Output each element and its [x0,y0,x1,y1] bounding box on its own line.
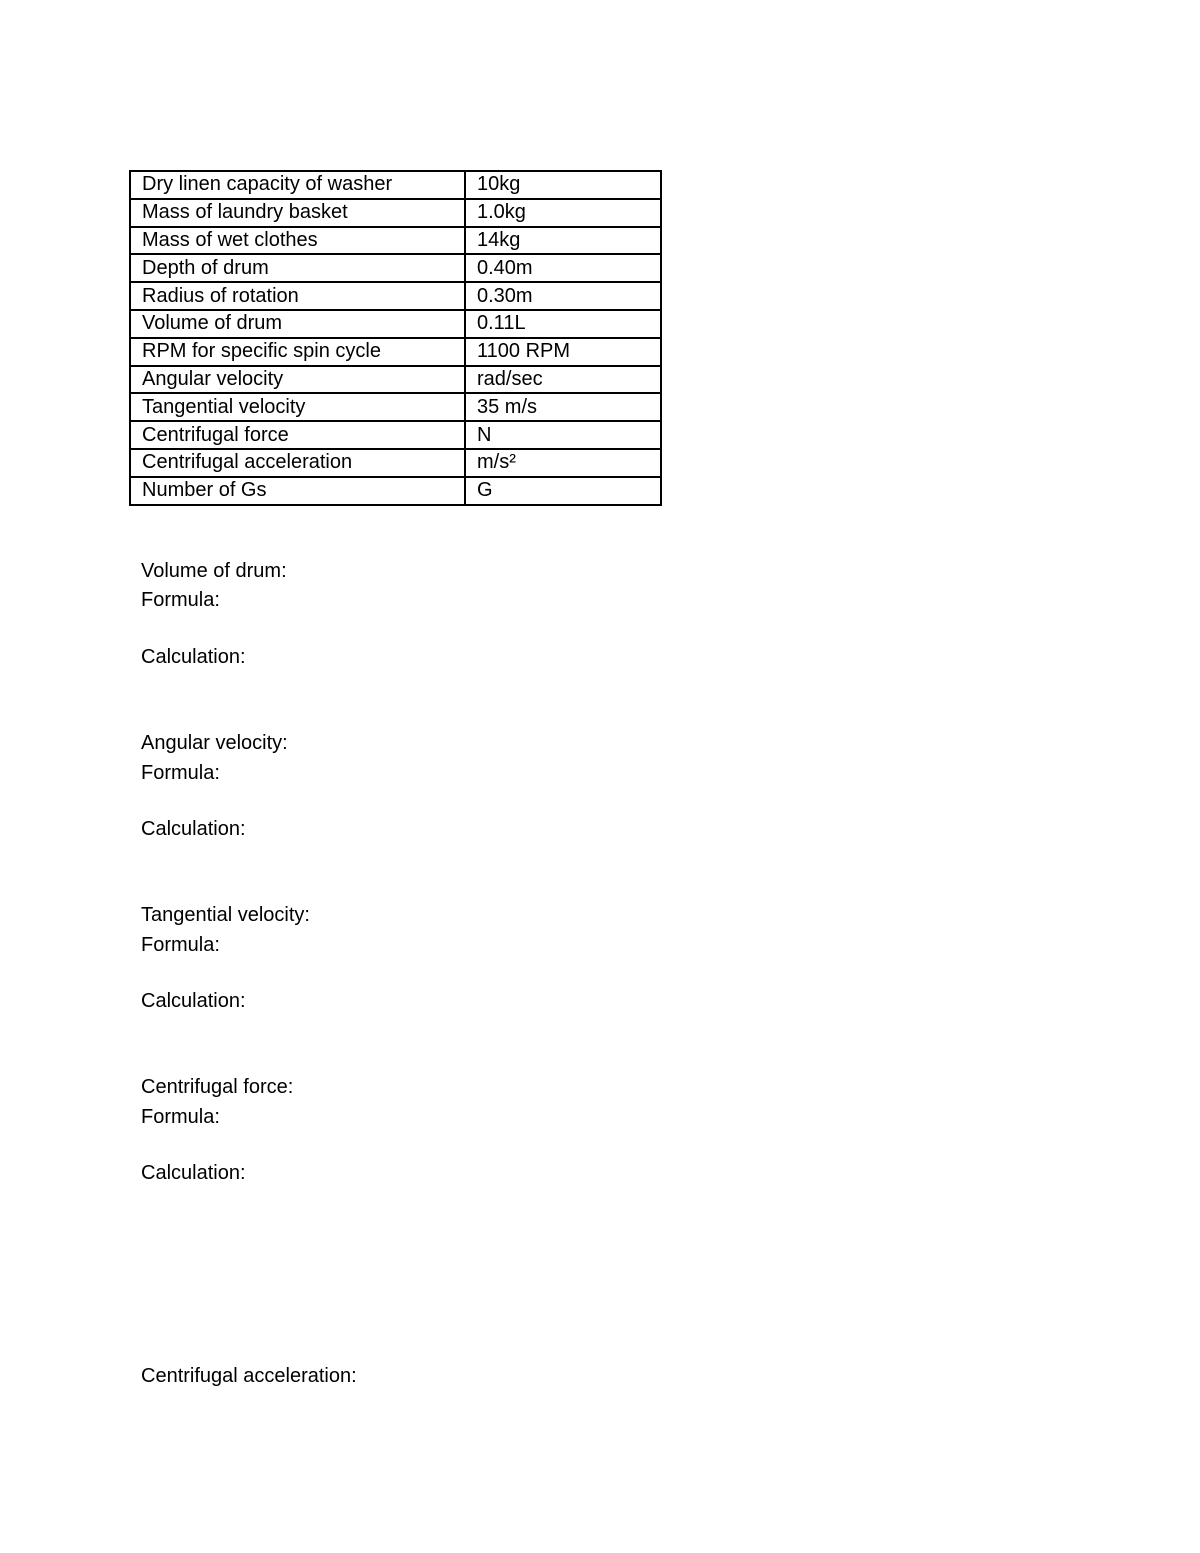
row-label: Depth of drum [130,254,465,282]
volume-calculation-label: Calculation: [141,646,246,668]
angular-velocity-formula-label: Formula: [141,762,220,784]
row-label: Dry linen capacity of washer [130,171,465,199]
row-label: Mass of laundry basket [130,199,465,227]
row-label: Centrifugal force [130,421,465,449]
table-row [130,282,661,310]
table-row [130,171,661,199]
row-value: 1100 RPM [465,338,661,366]
angular-velocity-heading: Angular velocity: [141,732,288,754]
table-row [130,227,661,255]
row-value: 35 m/s [465,393,661,421]
washer-data-table [129,170,662,506]
table-row [130,310,661,338]
row-label: Centrifugal acceleration [130,449,465,477]
table-row [130,421,661,449]
row-value: 0.11L [465,310,661,338]
tangential-velocity-heading: Tangential velocity: [141,904,310,926]
table-row [130,338,661,366]
row-value: m/s² [465,449,661,477]
centrifugal-force-calculation-label: Calculation: [141,1162,246,1184]
tangential-velocity-calculation-label: Calculation: [141,990,246,1012]
row-value: 0.40m [465,254,661,282]
table-row [130,199,661,227]
angular-velocity-calculation-label: Calculation: [141,818,246,840]
table-row [130,449,661,477]
row-value: 10kg [465,171,661,199]
volume-formula-label: Formula: [141,589,220,611]
row-value: G [465,477,661,505]
centrifugal-force-heading: Centrifugal force: [141,1076,294,1098]
row-value: 1.0kg [465,199,661,227]
row-label: Number of Gs [130,477,465,505]
table-row [130,254,661,282]
volume-heading: Volume of drum: [141,560,287,582]
row-label: Mass of wet clothes [130,227,465,255]
row-label: Volume of drum [130,310,465,338]
row-value: 0.30m [465,282,661,310]
centrifugal-acceleration-heading: Centrifugal acceleration: [141,1365,357,1387]
row-label: RPM for specific spin cycle [130,338,465,366]
table-row [130,366,661,394]
row-value: rad/sec [465,366,661,394]
row-label: Radius of rotation [130,282,465,310]
centrifugal-force-formula-label: Formula: [141,1106,220,1128]
row-value: 14kg [465,227,661,255]
row-label: Angular velocity [130,366,465,394]
row-value: N [465,421,661,449]
row-label: Tangential velocity [130,393,465,421]
table-row [130,393,661,421]
table-row [130,477,661,505]
tangential-velocity-formula-label: Formula: [141,934,220,956]
